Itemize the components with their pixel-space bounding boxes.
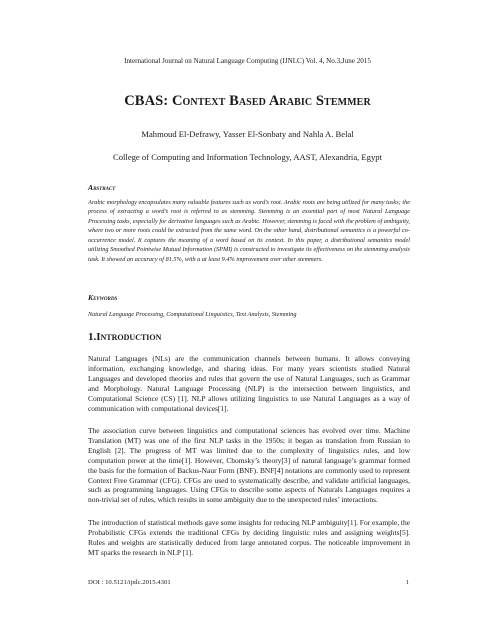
keywords-heading-text: Keywords <box>88 293 118 302</box>
introduction-heading-text: 1.Introduction <box>88 331 162 343</box>
abstract-heading-text: Abstract <box>88 183 116 192</box>
introduction-paragraph-2: The association curve between linguistics and computational sciences has evolved over time. Machine Translation (MT) was one of the first NLP tasks in the 1950s; it began as translation from Russian to English [2]. The progress of MT was limited due to the complexity of linguistics rules, and low computation power at the time[1]. However, Chomsky’s theory[3] of natural language’s grammar formed the basis for the formation of Backus-Naur Form (BNF). BNF[4] notations are commonly used to represent Context Free Grammar (CFG). CFGs are used to systematically describe, and validate artificial languages, such as programming languages. Using CFGs to describe some aspects of Naturals Languages requires a non-trivial set of rules, which results in some ambiguity due to the unexpected rules’ interactions. <box>88 426 410 505</box>
paper-authors: Mahmoud El-Defrawy, Yasser El-Sonbaty and Nahla A. Belal <box>141 129 354 139</box>
paper-title <box>0 93 495 110</box>
introduction-heading <box>88 331 161 343</box>
footer-doi: DOI : 10.5121/ijnlc.2015.4301 <box>88 579 171 586</box>
footer-page-number: 1 <box>405 579 409 586</box>
introduction-paragraph-3: The introduction of statistical methods gave some insights for reducing NLP ambiguity[1]. For example, the Probabilistic CFGs extends the traditional CFGs by deciding linguistic rules and assigning weights[5]. Rules and weights are statistically deduced from large annotated corpus. The noticeable improvement in MT sparks the research in NLP [1]. <box>88 518 410 557</box>
abstract-heading <box>88 183 115 192</box>
running-header: International Journal on Natural Language Computing (IJNLC) Vol. 4, No.3,June 2015 <box>124 57 371 65</box>
abstract-text: Arabic morphology encapsulates many valuable features such as word’s root. Arabic roots are being utilized for many tasks; the process of extracting a word’s root is referred to as stemming. Stemming is an essential part of most Natural Language Processing tasks, especially for derivative languages such as Arabic. However, stemming is faced with the problem of ambiguity, where two or more roots could be extracted from the same word. On the other hand, distributional semantics is a powerful co-occurrence model. It captures the meaning of a word based on its context. In this paper, a distributional semantics model utilizing Smoothed Pointwise Mutual Information (SPMI) is constructed to investigate its effectiveness on the stemming analysis task. It showed an accuracy of 81.5%, with a at least 9.4% improvement over other stemmers. <box>88 199 410 263</box>
introduction-paragraph-1: Natural Languages (NLs) are the communication channels between humans. It allows conveying information, exchanging knowledge, and sharing ideas. For many years scientists studied Natural Languages and developed theories and rules that govern the use of Natural Languages, such as Grammar and Morphology. Natural Language Processing (NLP) is the intersection between linguistics, and Computational Science (CS) [1]. NLP allows utilizing linguistics to use Natural Languages as a way of communication with computational devices[1]. <box>88 354 410 413</box>
paper-title-text: CBAS: Context Based Arabic Stemmer <box>124 93 371 109</box>
paper-affiliation: College of Computing and Information Technology, AAST, Alexandria, Egypt <box>113 152 382 162</box>
keywords-text: Natural Language Processing, Computational Linguistics, Text Analysis, Stemming <box>88 311 297 318</box>
keywords-heading <box>88 293 117 302</box>
